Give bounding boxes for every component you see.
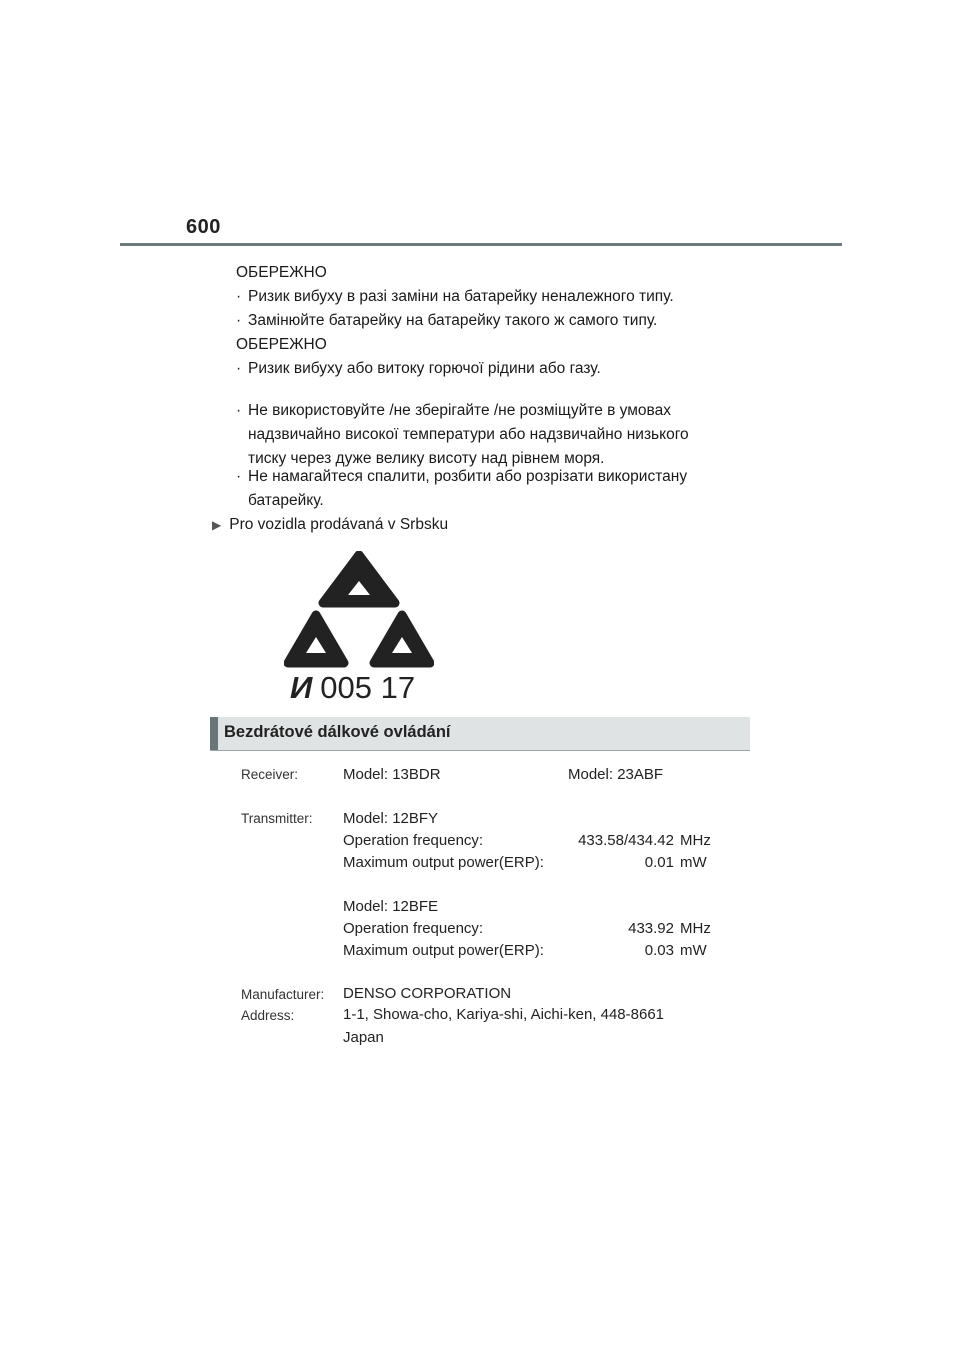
address-country: Japan xyxy=(343,1029,384,1046)
section-header xyxy=(210,717,750,751)
section-accent xyxy=(210,717,218,750)
certification-code: И 005 17 xyxy=(290,670,416,705)
frequency-value: 433.58/434.42 xyxy=(578,832,674,849)
page-number: 600 xyxy=(186,216,221,238)
serbia-heading: ▶ Pro vozidla prodávaná v Srbsku xyxy=(212,516,449,533)
transmitter-model: Model: 12BFY xyxy=(343,810,439,827)
caution-item-continued: тиску через дуже велику висоту над рівнем моря. xyxy=(248,450,605,467)
frequency-unit: MHz xyxy=(680,920,711,937)
power-value: 0.01 xyxy=(644,854,674,871)
frequency-value: 433.92 xyxy=(628,920,674,937)
power-label: Maximum output power(ERP): xyxy=(343,854,544,871)
address-line: 1-1, Showa-cho, Kariya-shi, Aichi-ken, 448-8661 xyxy=(343,1006,665,1023)
serbian-certification-emblem-icon xyxy=(284,551,434,671)
caution-title-2: ОБЕРЕЖНО xyxy=(236,336,327,353)
power-label: Maximum output power(ERP): xyxy=(343,942,544,959)
power-unit: mW xyxy=(680,942,707,959)
frequency-label: Operation frequency: xyxy=(343,920,484,937)
manufacturer-label: Manufacturer: xyxy=(241,987,325,1002)
caution-item: · Замінюйте батарейку на батарейку такого ж самого типу. xyxy=(236,312,658,329)
header-divider xyxy=(120,243,842,246)
triangle-bullet-icon: ▶ xyxy=(212,518,222,532)
receiver-model-2: Model: 23ABF xyxy=(568,766,664,783)
caution-item: · Не намагайтеся спалити, розбити або розрізати використану xyxy=(236,468,688,485)
frequency-unit: MHz xyxy=(680,832,711,849)
caution-item: · Ризик вибуху в разі заміни на батарейку неналежного типу. xyxy=(236,288,674,305)
power-unit: mW xyxy=(680,854,707,871)
manufacturer-name: DENSO CORPORATION xyxy=(343,985,512,1002)
address-label: Address: xyxy=(241,1008,295,1023)
receiver-label: Receiver: xyxy=(241,767,299,782)
frequency-label: Operation frequency: xyxy=(343,832,484,849)
power-value: 0.03 xyxy=(644,942,674,959)
transmitter-model: Model: 12BFE xyxy=(343,898,439,915)
caution-item: · Не використовуйте /не зберігайте /не розміщуйте в умовах xyxy=(236,402,671,419)
receiver-model-1: Model: 13BDR xyxy=(343,766,441,783)
caution-title-1: ОБЕРЕЖНО xyxy=(236,264,327,281)
caution-item-continued: надзвичайно високої температури або надзвичайно низького xyxy=(248,426,689,443)
section-title: Bezdrátové dálkové ovládání xyxy=(224,723,451,741)
caution-item: · Ризик вибуху або витоку горючої рідини або газу. xyxy=(236,360,601,377)
caution-item-continued: батарейку. xyxy=(248,492,324,509)
transmitter-label: Transmitter: xyxy=(241,811,313,826)
